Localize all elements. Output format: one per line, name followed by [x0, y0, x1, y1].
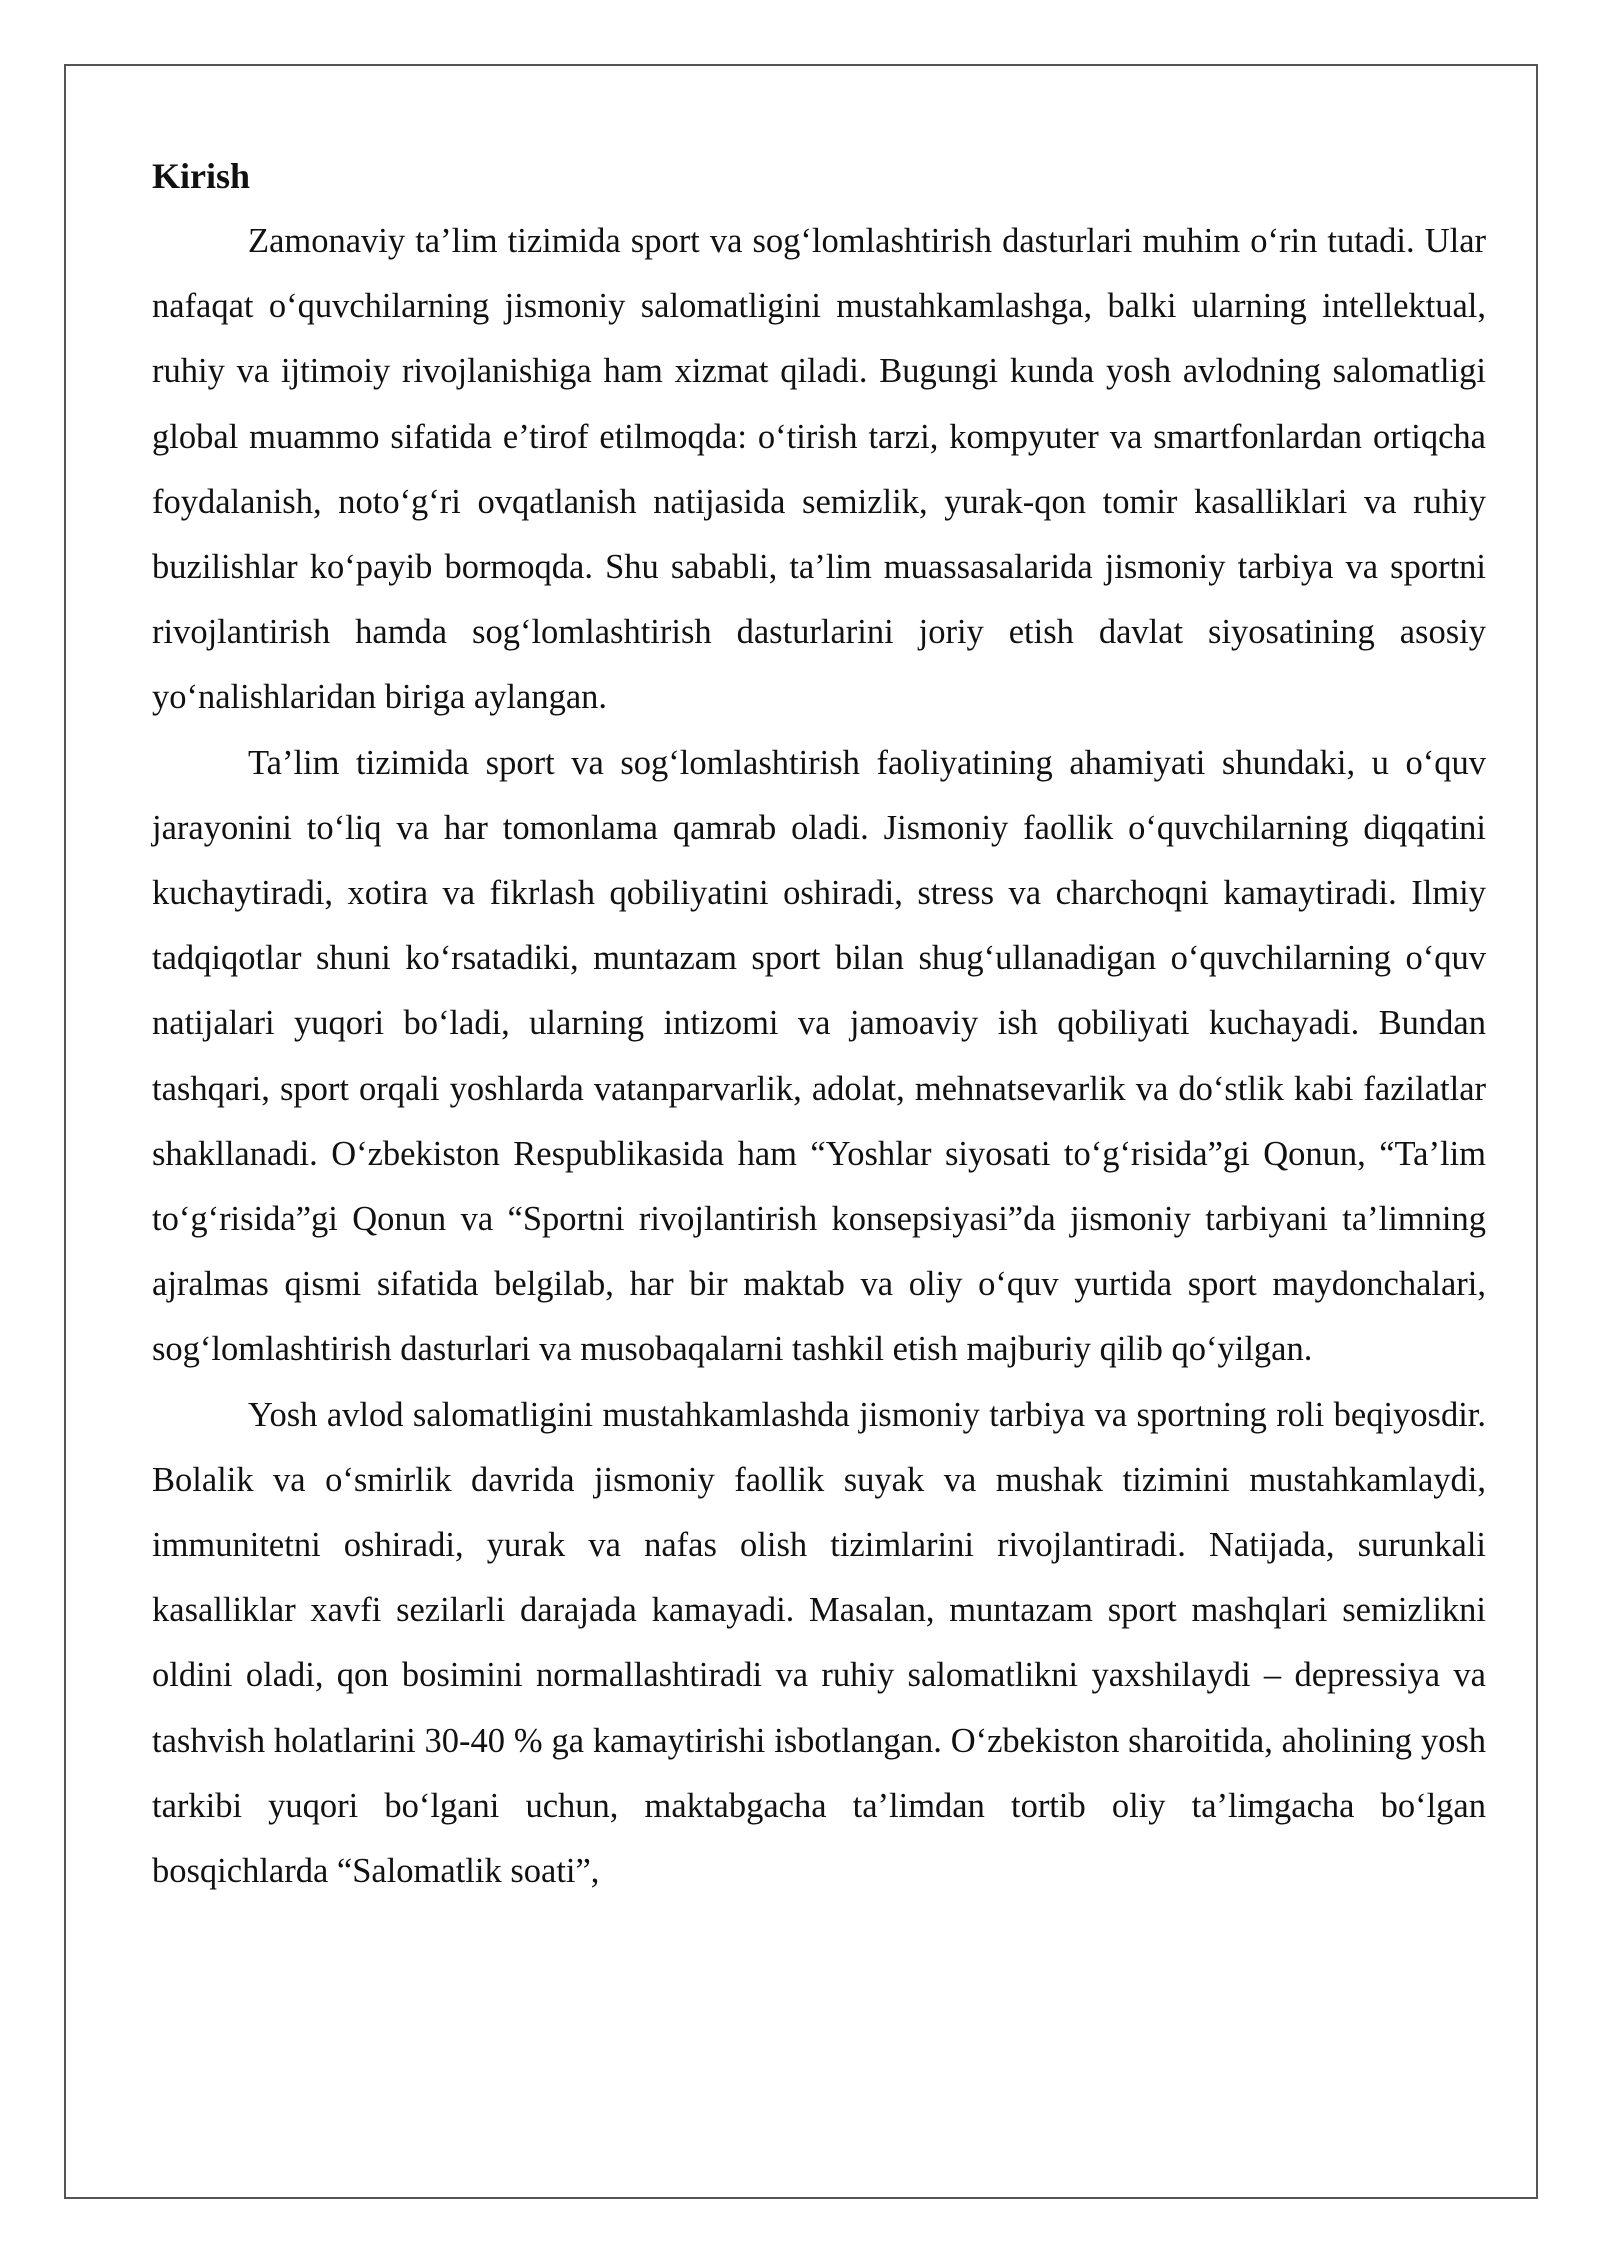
section-heading: Kirish: [152, 156, 251, 196]
document-body: [152, 144, 1486, 1904]
paragraph-2: Ta’lim tizimida sport va sog‘lomlashtirish faoliyatining ahamiyati shundaki, u o‘quv jarayonini to‘liq va har tomonlama qamrab oladi. Jismoniy faollik o‘quvchilarning diqqatini kuchaytiradi, xotira va fikrlash qobiliyatini oshiradi, stress va charchoqni kamaytiradi. Ilmiy tadqiqotlar shuni ko‘rsatadiki, muntazam sport bilan shug‘ullanadigan o‘quvchilarning o‘quv natijalari yuqori bo‘ladi, ularning intizomi va jamoaviy ish qobiliyati kuchayadi. Bundan tashqari, sport orqali yoshlarda vatanparvarlik, adolat, mehnatsevarlik va do‘stlik kabi fazilatlar shakllanadi. O‘zbekiston Respublikasida ham “Yoshlar siyosati to‘g‘risida”gi Qonun, “Ta’lim to‘g‘risida”gi Qonun va “Sportni rivojlantirish konsepsiyasi”da jismoniy tarbiyani ta’limning ajralmas qismi sifatida belgilab, har bir maktab va oliy o‘quv yurtida sport maydonchalari, sog‘lomlashtirish dasturlari va musobaqalarni tashkil etish majburiy qilib qo‘yilgan.: [152, 743, 1486, 1369]
paragraph-3: Yosh avlod salomatligini mustahkamlashda jismoniy tarbiya va sportning roli beqiyosdir. Bolalik va o‘smirlik davrida jismoniy faollik suyak va mushak tizimini mustahkamlaydi, immunitetni oshiradi, yurak va nafas olish tizimlarini rivojlantiradi. Natijada, surunkali kasalliklar xavfi sezilarli darajada kamayadi. Masalan, muntazam sport mashqlari semizlikni oldini oladi, qon bosimini normallashtiradi va ruhiy salomatlikni yaxshilaydi – depressiya va tashvish holatlarini 30-40 % ga kamaytirishi isbotlangan. O‘zbekiston sharoitida, aholining yosh tarkibi yuqori bo‘lgani uchun, maktabgacha ta’limdan tortib oliy ta’limgacha bo‘lgan bosqichlarda “Salomatlik soati”,: [152, 1395, 1486, 1891]
paragraph-1: Zamonaviy ta’lim tizimida sport va sog‘lomlashtirish dasturlari muhim o‘rin tutadi. Ular nafaqat o‘quvchilarning jismoniy salomatligini mustahkamlashga, balki ularning intellektual, ruhiy va ijtimoiy rivojlanishiga ham xizmat qiladi. Bugungi kunda yosh avlodning salomatligi global muammo sifatida e’tirof etilmoqda: o‘tirish tarzi, kompyuter va smartfonlardan ortiqcha foydalanish, noto‘g‘ri ovqatlanish natijasida semizlik, yurak-qon tomir kasalliklari va ruhiy buzilishlar ko‘payib bormoqda. Shu sababli, ta’lim muassasalarida jismoniy tarbiya va sportni rivojlantirish hamda sog‘lomlashtirish dasturlarini joriy etish davlat siyosatining asosiy yo‘nalishlaridan biriga aylangan.: [152, 222, 1486, 717]
